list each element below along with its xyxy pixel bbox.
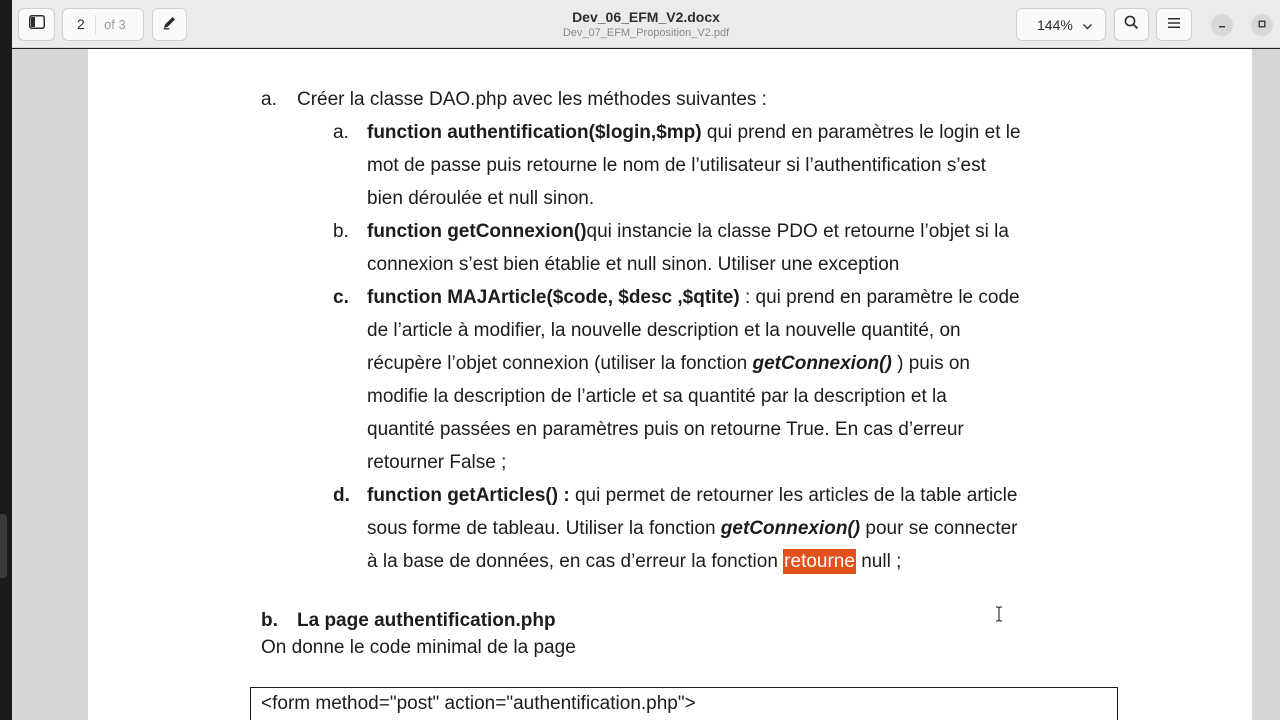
item-b-title: La page authentification.php	[297, 610, 556, 631]
sub-d-line3	[367, 551, 901, 573]
page-total-label: of 3	[104, 17, 126, 32]
minimize-button[interactable]	[1211, 14, 1233, 36]
item-b-text: On donne le code minimal de la page	[261, 637, 576, 658]
sub-d-line2	[367, 518, 1018, 540]
sub-d-line3-post: null ;	[855, 551, 902, 572]
sub-d-function: function getArticles() :	[367, 485, 570, 506]
current-page-input[interactable]: 2	[77, 16, 85, 32]
sub-b-line2: connexion s’est bien établie et null sinon. Utiliser une exception	[367, 254, 900, 275]
sub-b-line1-rest: qui instancie la classe PDO et retourne l’objet si la	[586, 221, 1009, 242]
zoom-dropdown[interactable]	[1016, 8, 1106, 41]
sub-a-function: function authentification($login,$mp)	[367, 122, 702, 143]
sub-d-line1	[367, 485, 1017, 507]
sub-c-line3-pre: récupère l’objet connexion (utiliser la fonction	[367, 353, 753, 374]
sub-b-line1	[367, 221, 1009, 243]
main-menu-button[interactable]	[1156, 8, 1192, 41]
sub-c-line6: retourner False ;	[367, 452, 507, 473]
sub-d-getconnexion: getConnexion()	[720, 518, 861, 539]
sub-c-function: function MAJArticle($code, $desc ,$qtite)	[367, 287, 740, 308]
search-icon	[1124, 15, 1139, 35]
list-marker: a.	[261, 89, 277, 110]
search-highlight[interactable]: retourne	[784, 551, 855, 572]
sub-b-function: function getConnexion()	[367, 221, 587, 242]
sub-a-line3: bien déroulée et null sinon.	[367, 188, 595, 209]
sub-b-marker: b.	[333, 221, 349, 242]
sub-c-line4: modifie la description de l’article et sa quantité par la description et la	[367, 386, 947, 407]
chevron-down-icon	[1082, 19, 1093, 37]
sub-d-line1-rest: qui permet de retourner les articles de la table article	[569, 485, 1018, 506]
item-a-text: Créer la classe DAO.php avec les méthodes suivantes :	[297, 89, 767, 110]
code-box	[250, 687, 1118, 720]
sub-c-line5: quantité passées en paramètres puis on retourne True. En cas d’erreur	[367, 419, 964, 440]
sub-c-line2: de l’article à modifier, la nouvelle description et la nouvelle quantité, on	[367, 320, 961, 341]
document-subtitle: Dev_07_EFM_Proposition_V2.pdf	[562, 27, 730, 39]
header-bar	[12, 0, 1280, 48]
sub-d-line2-post: pour se connecter	[860, 518, 1018, 539]
sub-c-line1	[367, 287, 1020, 309]
sub-d-marker: d.	[333, 485, 350, 506]
sub-c-getconnexion: getConnexion()	[752, 353, 892, 374]
document-viewer[interactable]	[12, 49, 1280, 720]
sub-d-line3-pre: à la base de données, en cas d’erreur la fonction	[367, 551, 784, 572]
document-title: Dev_06_EFM_V2.docx	[572, 9, 720, 25]
search-button[interactable]	[1114, 8, 1149, 41]
sub-c-marker: c.	[333, 287, 349, 308]
sub-c-line3	[367, 353, 970, 375]
sub-a-line1	[367, 122, 1021, 144]
maximize-icon	[1257, 16, 1267, 34]
item-b-marker: b.	[261, 610, 278, 631]
text-cursor-icon	[995, 606, 1003, 622]
sub-a-marker: a.	[333, 122, 349, 143]
minimize-icon	[1217, 16, 1227, 34]
zoom-level: 144%	[1037, 16, 1073, 33]
pdf-page	[88, 49, 1252, 720]
sub-c-line3-post: ) puis on	[891, 353, 970, 374]
code-line: <form method="post" action="authentification.php">	[261, 693, 696, 714]
sub-a-line1-rest: qui prend en paramètres le login et le	[701, 122, 1021, 143]
sub-c-line1-rest: : qui prend en paramètre le code	[739, 287, 1020, 308]
hamburger-menu-icon	[1167, 16, 1181, 34]
desktop-dock-handle	[0, 514, 7, 578]
desktop-edge	[0, 0, 12, 720]
maximize-button[interactable]	[1251, 14, 1273, 36]
sub-a-line2: mot de passe puis retourne le nom de l’utilisateur si l’authentification s’est	[367, 155, 986, 176]
sub-d-line2-pre: sous forme de tableau. Utiliser la fonction	[367, 518, 721, 539]
